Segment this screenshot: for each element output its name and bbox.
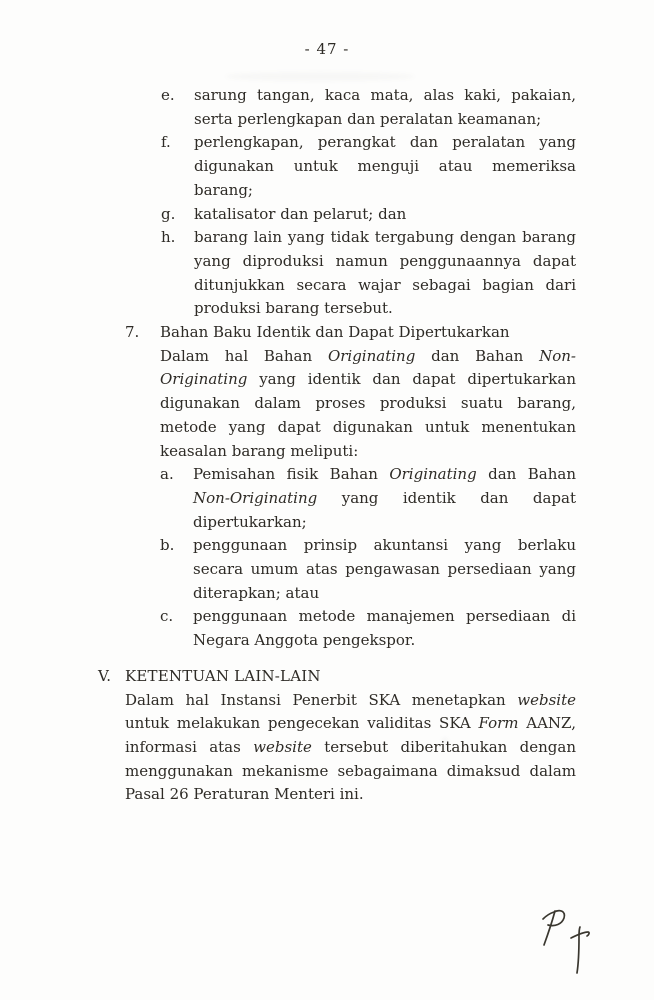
list-item-label: f.: [161, 133, 171, 152]
numbered-item-intro: Dalam hal Bahan Originating dan Bahan Non-Originating yang identik dan dapat dipertukarkan digunakan dalam proses produksi suatu barang, metode yang dapat digunakan untuk menentukan keasalan barang meliputi:: [160, 346, 576, 460]
list-item-text: barang lain yang tidak tergabung dengan barang yang diproduksi namun penggunaannya dapat ditunjukkan secara wajar sebagai bagian dari produksi barang tersebut.: [194, 228, 576, 318]
scan-noise: [225, 72, 415, 81]
list-item-text: Pemisahan fisik Bahan Originating dan Bahan Non-Originating yang identik dan dapat dipertukarkan;: [193, 465, 576, 531]
section-title: KETENTUAN LAIN-LAIN: [125, 666, 321, 685]
section-body: [125, 665, 576, 807]
page-body: [96, 84, 576, 807]
list-item: [160, 605, 576, 652]
sub-lettered-list: [160, 463, 576, 653]
list-item-text: penggunaan metode manajemen persediaan di Negara Anggota pengekspor.: [193, 607, 576, 650]
list-item-label: g.: [161, 204, 176, 223]
list-item-text: katalisator dan pelarut; dan: [194, 204, 407, 223]
list-item: [161, 226, 576, 321]
list-item: [161, 84, 576, 131]
list-item-text: penggunaan prinsip akuntansi yang berlaku secara umum atas pengawasan persediaan yang diterapkan; atau: [193, 536, 576, 602]
section-label: V.: [98, 666, 111, 685]
section-paragraph: Dalam hal Instansi Penerbit SKA menetapkan website untuk melakukan pengecekan validitas SKA Form AANZ, informasi atas website tersebut diberitahukan dengan menggunakan mekanisme sebagaimana dimaksud dalam Pasal 26 Peraturan Menteri ini.: [125, 690, 576, 804]
list-item-text: sarung tangan, kaca mata, alas kaki, pakaian, serta perlengkapan dan peralatan keamanan;: [194, 86, 576, 128]
list-item-label: h.: [161, 228, 176, 247]
numbered-item-title: Bahan Baku Identik dan Dapat Dipertukarkan: [160, 323, 510, 342]
list-item: [161, 203, 576, 227]
numbered-item-7: [125, 321, 576, 653]
handwritten-initials-icon: [535, 903, 605, 985]
numbered-item-body: [160, 321, 576, 653]
list-item: [161, 131, 576, 202]
list-item-text: perlengkapan, perangkat dan peralatan yang digunakan untuk menguji atau memeriksa barang;: [194, 133, 576, 199]
list-item-label: e.: [161, 86, 175, 104]
handwritten-paraf-marks: [535, 903, 605, 985]
section-v: [98, 665, 576, 807]
list-item-label: b.: [160, 536, 175, 555]
list-item: [160, 534, 576, 605]
list-item-label: c.: [160, 607, 174, 626]
lettered-list: [161, 84, 576, 321]
numbered-item-label: 7.: [125, 323, 140, 342]
list-item-label: a.: [160, 465, 174, 484]
page-number: - 47 -: [304, 40, 350, 58]
list-item: [160, 463, 576, 534]
